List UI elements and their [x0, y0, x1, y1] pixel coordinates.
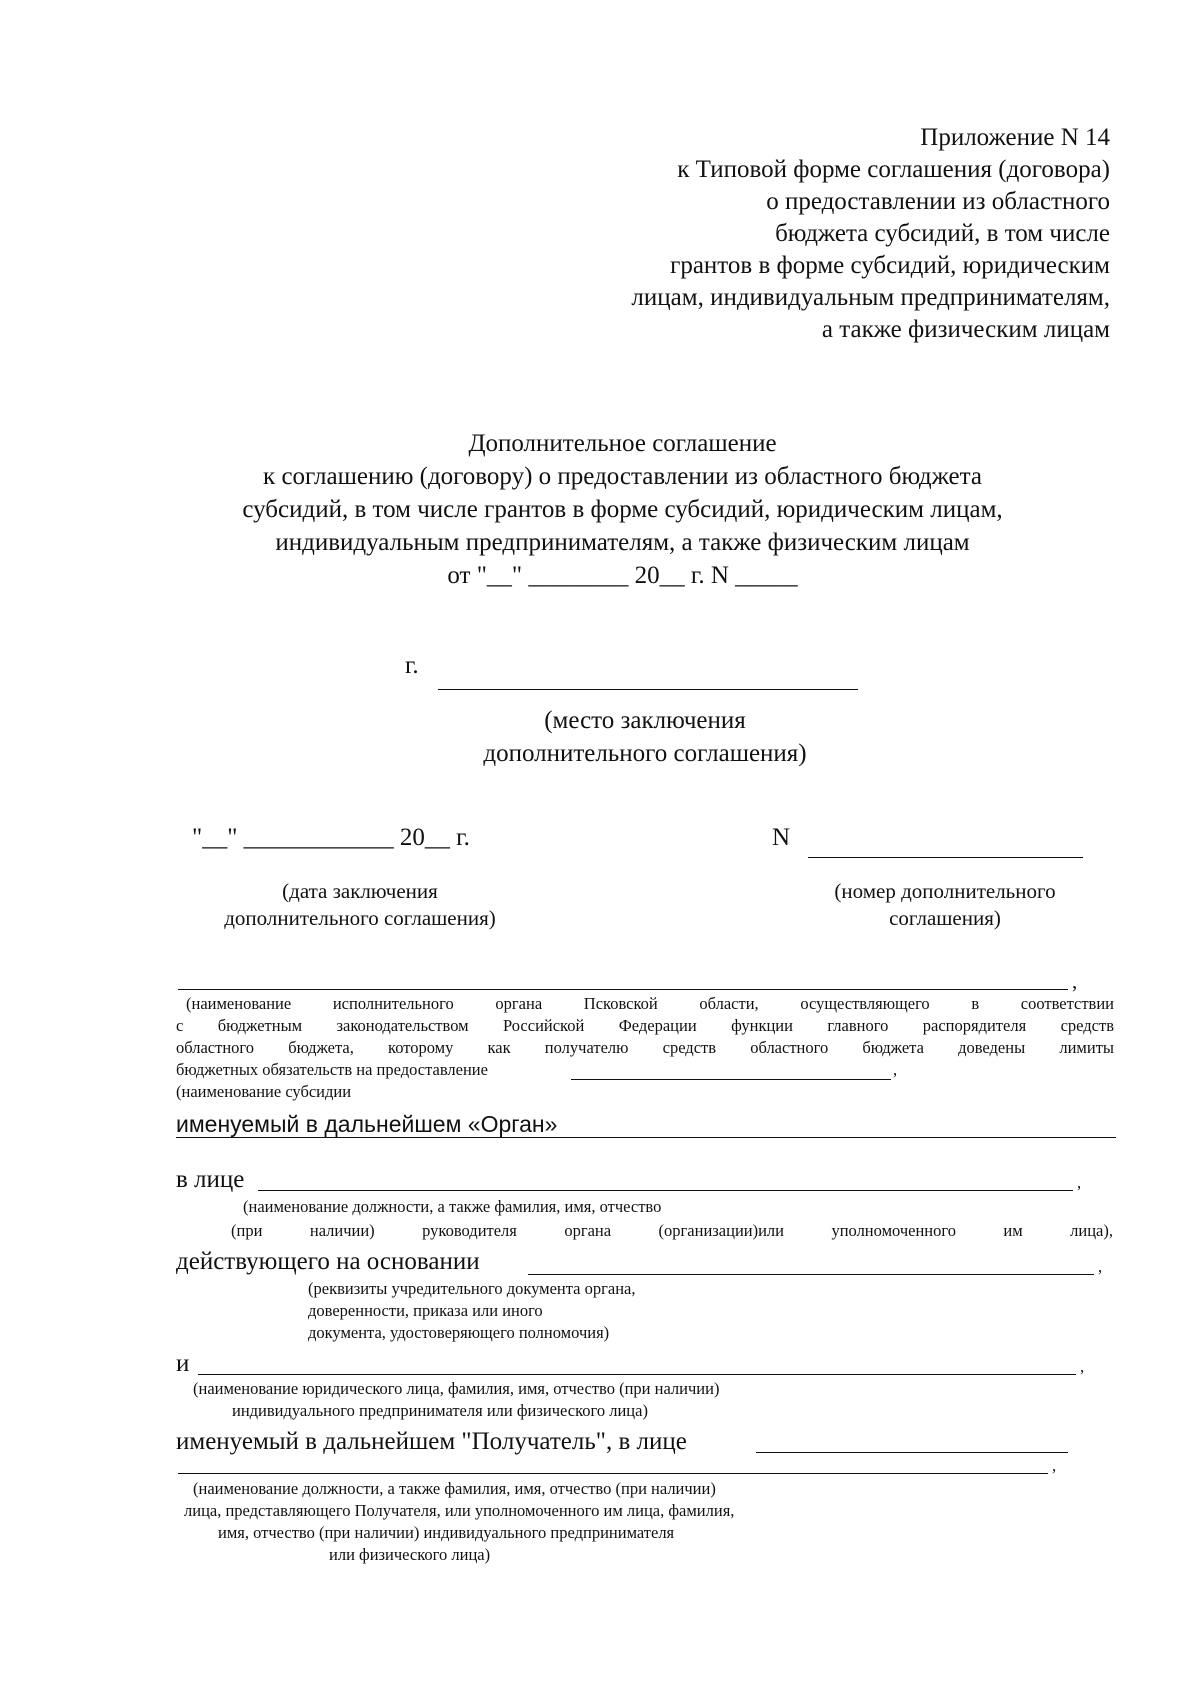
organ-named-as: именуемый в дальнейшем «Орган» — [176, 1111, 558, 1137]
recipient-representative-line-2 — [178, 1473, 1048, 1474]
representative-caption: (наименование должности, а также фамилия, имя, отчество — [243, 1197, 662, 1216]
number-prefix: N — [772, 824, 791, 851]
basis-caption: документа, удостоверяющего полномочия) — [308, 1323, 610, 1342]
acting-basis-line — [528, 1274, 1094, 1275]
recipient-named-as: именуемый в дальнейшем "Получатель", в лице — [176, 1428, 687, 1455]
organ-caption: областного бюджета, которому как получателю средств областного бюджета доведены лимиты — [176, 1038, 1114, 1057]
title-line: Дополнительное соглашение — [468, 430, 777, 457]
comma: , — [1072, 969, 1078, 993]
appendix-line: лицам, индивидуальным предпринимателям, — [631, 284, 1110, 311]
recipient-representative-line — [756, 1452, 1068, 1453]
comma: , — [1080, 1357, 1085, 1376]
title-line: индивидуальным предпринимателям, а также физическим лицам — [275, 529, 970, 556]
recipient-caption: индивидуального предпринимателя или физического лица) — [232, 1401, 648, 1420]
basis-caption: (реквизиты учредительного документа органа, — [308, 1279, 636, 1298]
appendix-number: Приложение N 14 — [920, 124, 1110, 151]
place-caption: (место заключения — [544, 707, 746, 734]
subsidy-line — [571, 1079, 891, 1080]
comma: , — [1052, 1456, 1057, 1475]
recipient-caption: лица, представляющего Получателя, или уполномоченного им лица, фамилия, — [184, 1501, 735, 1520]
organ-underline — [176, 1137, 1116, 1138]
organ-caption: с бюджетным законодательством Российской Федерации функции главного распорядителя средств — [176, 1016, 1114, 1035]
representative-caption: (при наличии) руководителя органа (организации)или уполномоченного им лица), — [231, 1221, 1113, 1240]
organ-name-line — [178, 989, 1068, 990]
title-date-number: от "__" ________ 20__ г. N _____ — [447, 562, 798, 589]
organ-caption: (наименование субсидии — [176, 1082, 352, 1101]
organ-caption: бюджетных обязательств на предоставление — [176, 1060, 488, 1079]
date-caption: дополнительного соглашения) — [224, 906, 496, 930]
number-caption: (номер дополнительного — [834, 879, 1056, 903]
basis-caption: доверенности, приказа или иного — [308, 1301, 543, 1320]
title-line: к соглашению (договору) о предоставлении из областного бюджета — [263, 463, 982, 490]
acting-basis-label: действующего на основании — [176, 1248, 480, 1275]
recipient-caption: имя, отчество (при наличии) индивидуального предпринимателя — [218, 1523, 675, 1542]
organ-caption: (наименование исполнительного органа Псковской области, осуществляющего в соответствии — [186, 994, 1114, 1013]
number-line — [808, 857, 1083, 858]
representative-line — [258, 1190, 1073, 1191]
recipient-caption: (наименование юридического лица, фамилия, имя, отчество (при наличии) — [193, 1379, 720, 1398]
city-prefix: г. — [405, 652, 419, 679]
recipient-line — [198, 1374, 1076, 1375]
date-caption: (дата заключения — [282, 879, 438, 903]
comma: , — [1098, 1257, 1103, 1276]
number-caption: соглашения) — [889, 906, 1001, 930]
title-line: субсидий, в том числе грантов в форме субсидий, юридическим лицам, — [242, 496, 1003, 523]
representative-prefix: в лице — [176, 1166, 245, 1193]
recipient-caption: или физического лица) — [329, 1545, 491, 1564]
recipient-caption: (наименование должности, а также фамилия, имя, отчество (при наличии) — [193, 1479, 716, 1498]
appendix-line: бюджета субсидий, в том числе — [775, 220, 1110, 247]
appendix-line: о предоставлении из областного — [766, 188, 1110, 215]
place-caption: дополнительного соглашения) — [483, 740, 807, 767]
appendix-line: к Типовой форме соглашения (договора) — [677, 156, 1110, 183]
recipient-prefix: и — [176, 1350, 190, 1377]
agreement-date-field: "__" ____________ 20__ г. — [192, 824, 470, 851]
comma: , — [1077, 1173, 1082, 1192]
place-line — [438, 689, 858, 690]
appendix-line: грантов в форме субсидий, юридическим — [670, 252, 1110, 279]
comma: , — [893, 1060, 898, 1079]
appendix-line: а также физическим лицам — [821, 316, 1110, 343]
